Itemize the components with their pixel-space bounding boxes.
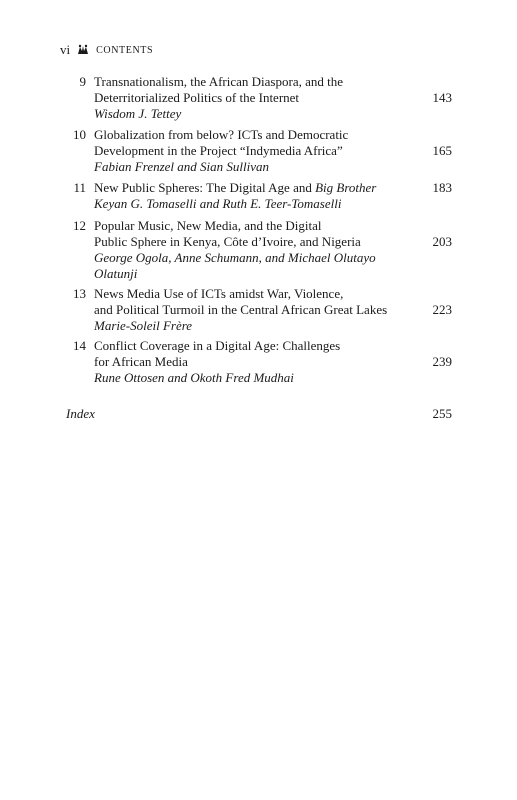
chapter-title-text: New Public Spheres: The Digital Age and	[94, 180, 316, 195]
toc-entry	[62, 127, 452, 175]
chapter-author: Rune Ottosen and Okoth Fred Mudhai	[94, 370, 294, 385]
toc-entry	[62, 286, 452, 334]
chapter-title-italic: Big Brother	[315, 180, 377, 195]
chapter-text	[94, 218, 414, 282]
chapter-number: 14	[73, 338, 86, 353]
chapter-title-line: Development in the Project “Indymedia Africa”	[94, 143, 343, 158]
chapter-text	[94, 338, 414, 386]
chapter-title-line: Conflict Coverage in a Digital Age: Challenges	[94, 338, 341, 353]
chapter-author: Keyan G. Tomaselli and Ruth E. Teer-Tomaselli	[94, 196, 342, 211]
chapter-author: Fabian Frenzel and Sian Sullivan	[94, 159, 269, 174]
chapter-page: 203	[432, 234, 452, 249]
chapter-title-line: Deterritorialized Politics of the Internet	[94, 90, 300, 105]
chapter-author: Marie-Soleil Frère	[94, 318, 193, 333]
page-folio: vi	[60, 42, 71, 57]
chapter-title-line: Globalization from below? ICTs and Democratic	[94, 127, 349, 142]
chapter-author: Wisdom J. Tettey	[94, 106, 182, 121]
chapter-page: 223	[432, 302, 452, 317]
ornament-icon	[76, 44, 90, 56]
chapter-number: 9	[79, 74, 86, 89]
running-head-title: CONTENTS	[96, 44, 154, 56]
chapter-text	[94, 74, 414, 122]
chapter-title-line: News Media Use of ICTs amidst War, Violence,	[94, 286, 344, 301]
chapter-title-line: Transnationalism, the African Diaspora, and the	[94, 74, 343, 89]
index-entry	[66, 406, 452, 422]
chapter-page: 239	[432, 354, 452, 369]
chapter-page: 143	[432, 90, 452, 105]
chapter-title-line: for African Media	[94, 354, 188, 369]
chapter-author: Olatunji	[94, 266, 138, 281]
chapter-text	[94, 286, 414, 334]
chapter-title-line: Popular Music, New Media, and the Digital	[94, 218, 322, 233]
toc-entry	[62, 74, 452, 122]
running-head	[60, 42, 153, 58]
index-label: Index	[66, 406, 95, 421]
chapter-page: 183	[432, 180, 452, 195]
chapter-page: 165	[432, 143, 452, 158]
chapter-title-line: and Political Turmoil in the Central African Great Lakes	[94, 302, 388, 317]
chapter-text	[94, 127, 414, 175]
chapter-text	[94, 180, 414, 212]
chapter-number: 11	[73, 180, 86, 195]
toc-entry	[62, 218, 452, 282]
chapter-number: 13	[73, 286, 86, 301]
index-page: 255	[432, 406, 452, 421]
toc-entry	[62, 338, 452, 386]
chapter-author: George Ogola, Anne Schumann, and Michael Olutayo	[94, 250, 376, 265]
toc-entry	[62, 180, 452, 212]
chapter-number: 12	[73, 218, 86, 233]
chapter-number: 10	[73, 127, 86, 142]
chapter-title-line: Public Sphere in Kenya, Côte d’Ivoire, and Nigeria	[94, 234, 361, 249]
chapter-title-line	[94, 180, 414, 196]
